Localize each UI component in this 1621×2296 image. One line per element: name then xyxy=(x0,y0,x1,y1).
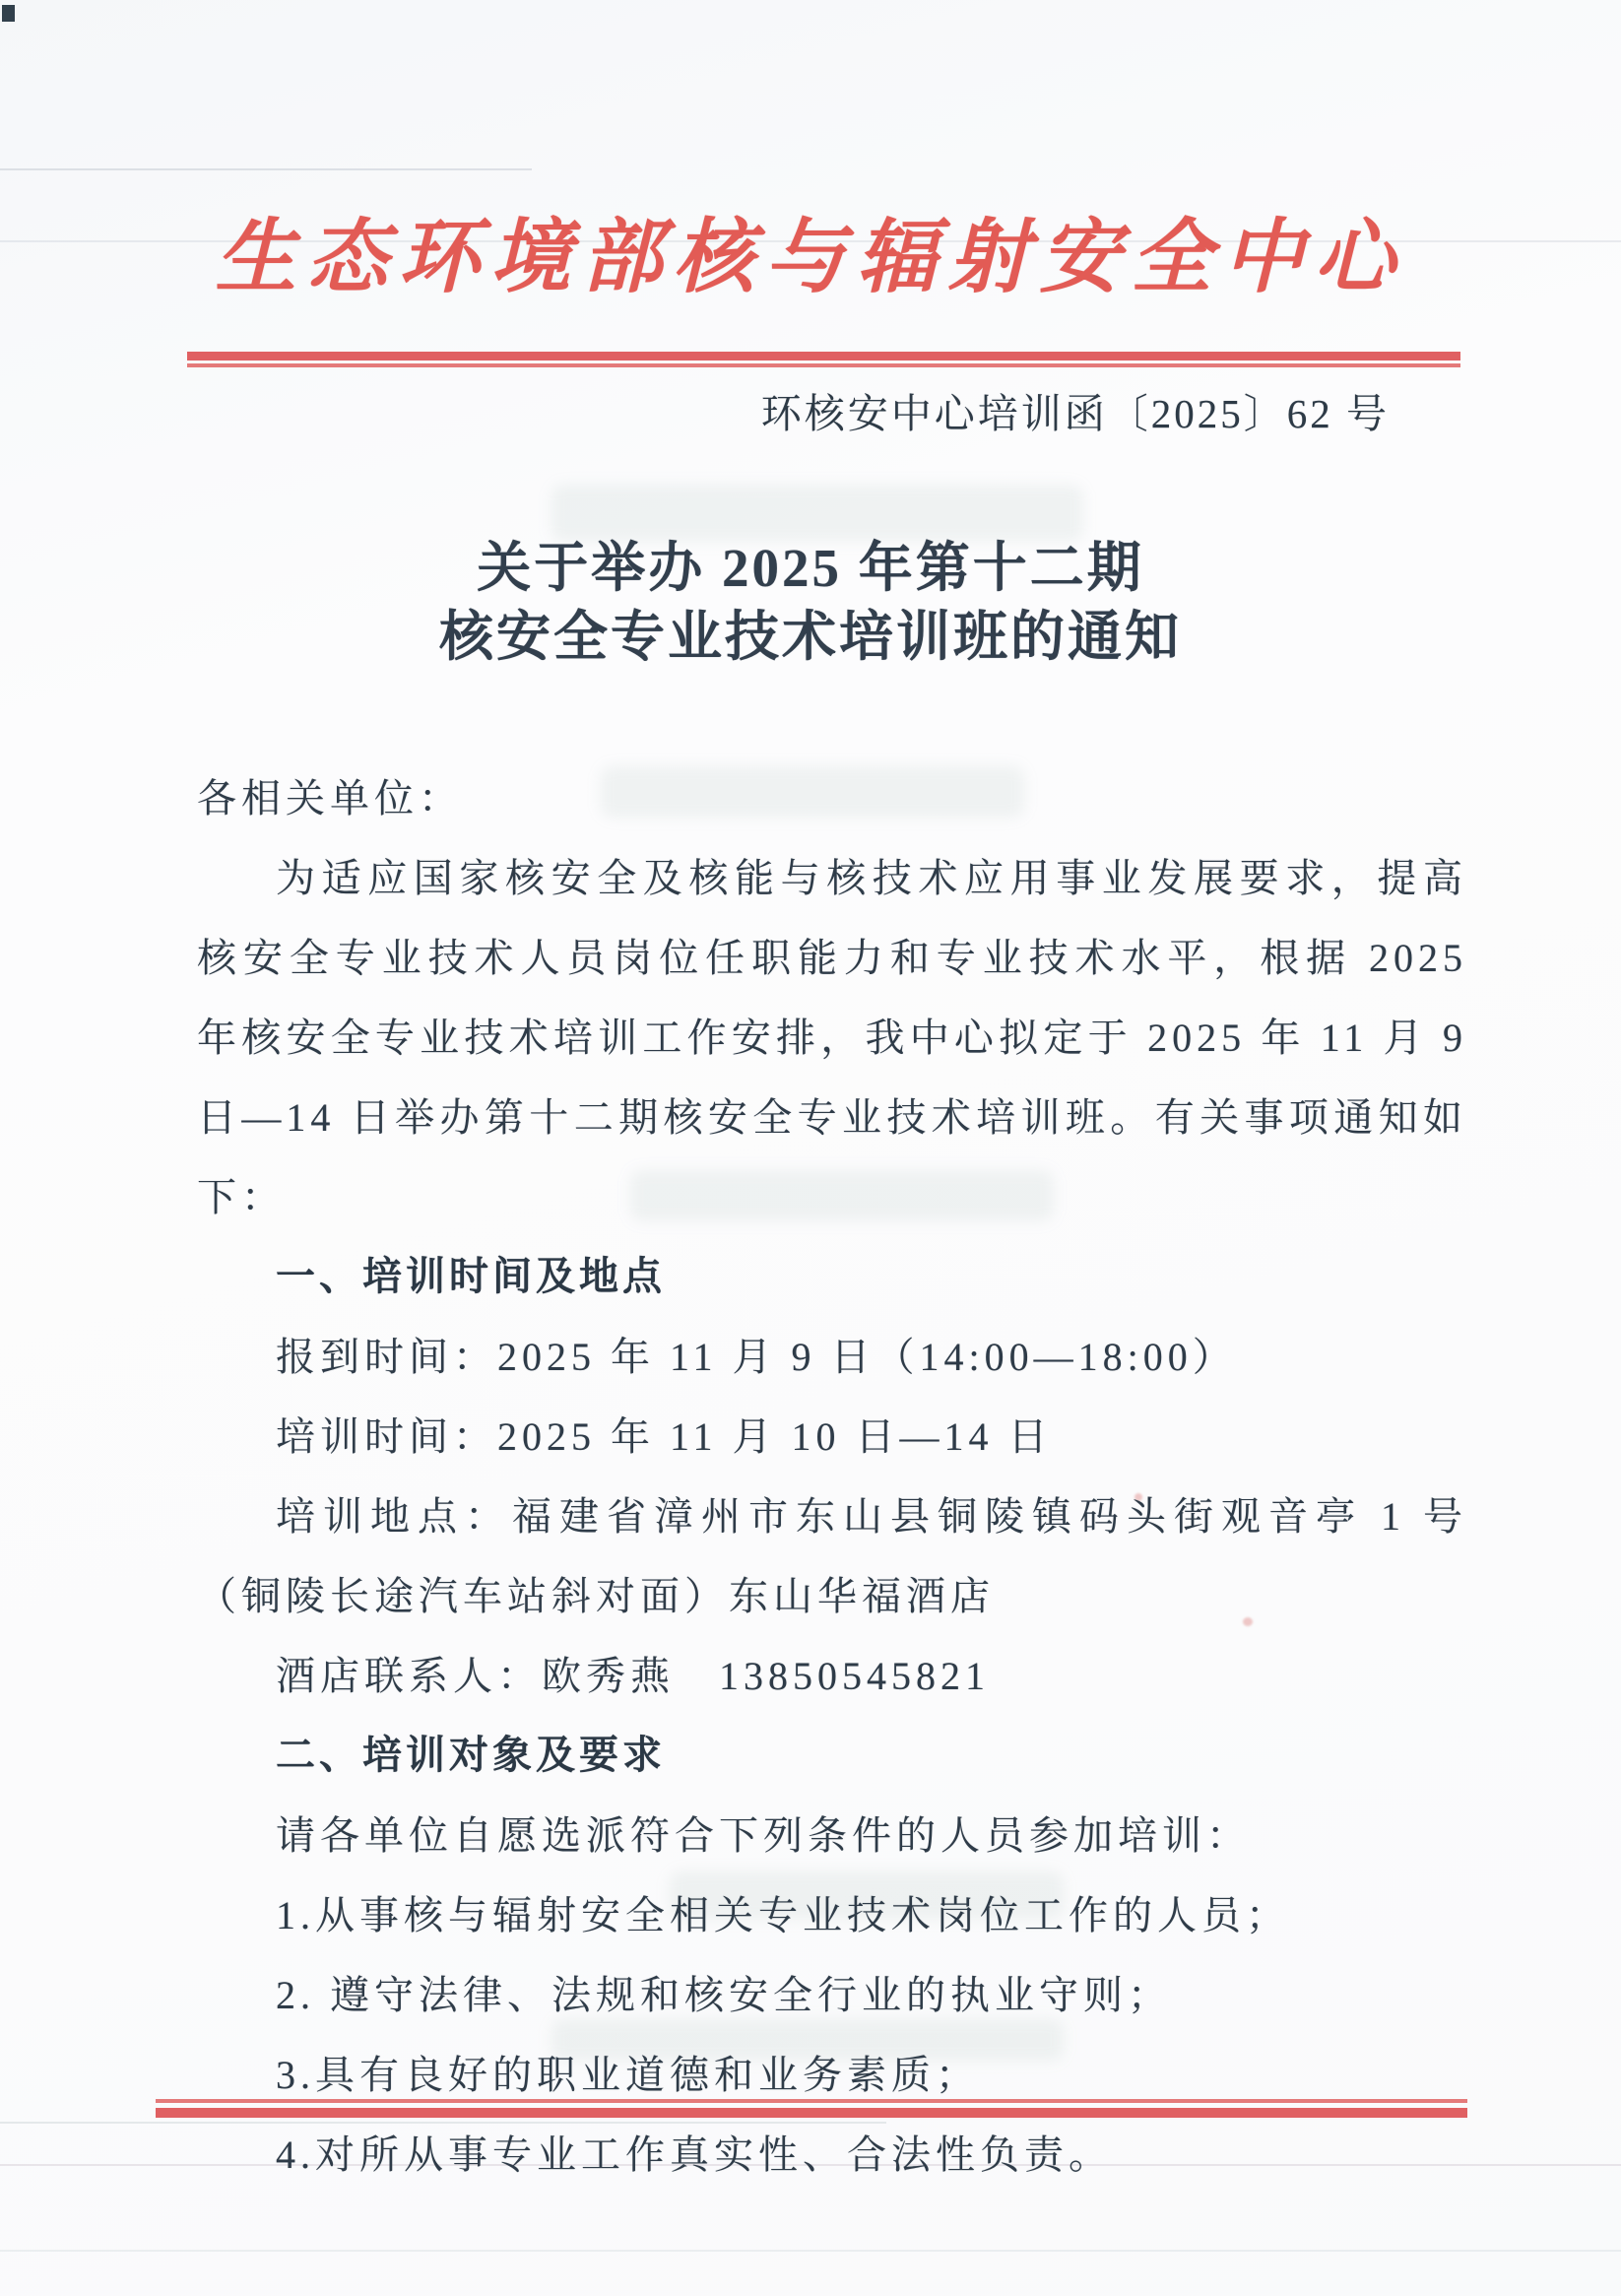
document-title xyxy=(0,534,1621,672)
intro-paragraph: 为适应国家核安全及核能与核技术应用事业发展要求，提高核安全专业技术人员岗位任职能力和专业技术水平，根据 2025 年核安全专业技术培训工作安排，我中心拟定于 2025 年 11 月 9 日—14 日举办第十二期核安全专业技术培训班。有关事项通知如下： xyxy=(197,856,1467,1219)
scan-artifact-line xyxy=(0,2250,1621,2252)
body-line-requirement-2: 2. 遵守法律、法规和核安全行业的执业守则； xyxy=(276,1973,1172,2017)
rule-thin xyxy=(156,2099,1467,2103)
scan-corner-mark xyxy=(2,5,15,22)
body-line-trainee-intro: 请各单位自愿选派符合下列条件的人员参加培训： xyxy=(276,1813,1251,1858)
letterhead-org-name: 生态环境部核与辐射安全中心 xyxy=(215,213,1406,302)
reference-number: 环核安中心培训函〔2025〕62 号 xyxy=(760,391,1390,436)
document-title-line-1: 关于举办 2025 年第十二期 xyxy=(477,538,1144,598)
body-line-checkin-time: 报到时间：2025 年 11 月 9 日（14:00—18:00） xyxy=(276,1335,1237,1379)
rule-thin xyxy=(187,363,1460,367)
body-line-hotel-contact: 酒店联系人：欧秀燕 13850545821 xyxy=(276,1654,990,1698)
scan-artifact-line xyxy=(0,168,532,170)
rule-thick xyxy=(187,352,1460,361)
body-line-requirement-1: 1.从事核与辐射安全相关专业技术岗位工作的人员； xyxy=(276,1893,1290,1937)
section-1-heading: 一、培训时间及地点 xyxy=(276,1255,666,1298)
letterhead-double-rule xyxy=(187,352,1460,367)
footer-double-rule xyxy=(156,2099,1467,2118)
body-line-requirement-4: 4.对所从事专业工作真实性、合法性负责。 xyxy=(276,2132,1113,2177)
salutation: 各相关单位： xyxy=(197,776,463,820)
rule-thick xyxy=(156,2108,1467,2118)
body-line-training-time: 培训时间：2025 年 11 月 10 日—14 日 xyxy=(276,1414,1053,1459)
section-2-heading: 二、培训对象及要求 xyxy=(276,1734,666,1777)
document-body xyxy=(197,758,1467,2195)
body-line-requirement-3: 3.具有良好的职业道德和业务素质； xyxy=(276,2053,980,2097)
document-title-line-2: 核安全专业技术培训班的通知 xyxy=(438,607,1182,667)
body-line-training-location: 培训地点：福建省漳州市东山县铜陵镇码头街观音亭 1 号（铜陵长途汽车站斜对面）东山华福酒店 xyxy=(197,1494,1467,1618)
